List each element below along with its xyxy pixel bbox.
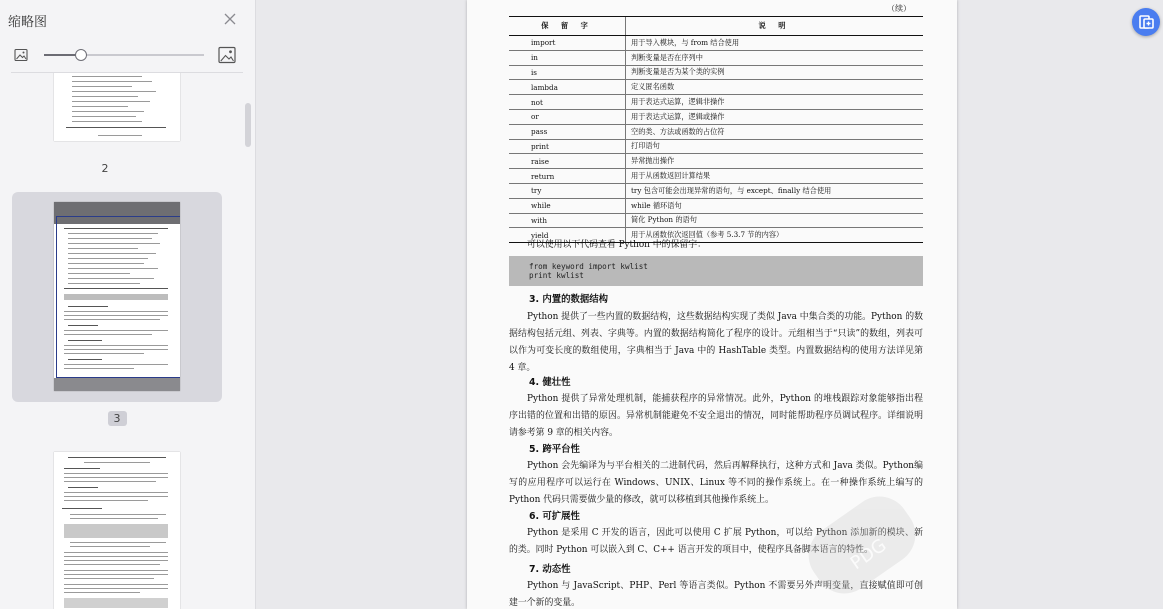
table-row xyxy=(509,139,923,154)
thumbnail-zoom-control xyxy=(0,42,255,68)
keyword-cell: while xyxy=(509,198,626,213)
section-heading: 4. 健壮性 xyxy=(529,377,571,388)
keyword-cell: not xyxy=(509,95,626,110)
description-cell: 判断变量是否在序列中 xyxy=(626,50,924,65)
description-cell: 用于从函数返回计算结果 xyxy=(626,169,924,184)
watermark-stamp xyxy=(787,470,937,609)
keyword-cell: raise xyxy=(509,154,626,169)
zoom-slider[interactable] xyxy=(44,54,204,56)
keyword-cell: return xyxy=(509,169,626,184)
image-small-icon[interactable] xyxy=(13,47,29,63)
table-row xyxy=(509,109,923,124)
thumbnail-sidebar xyxy=(0,0,256,609)
section-heading: 7. 动态性 xyxy=(529,564,571,575)
app-helper-icon xyxy=(1132,8,1160,36)
table-row xyxy=(509,213,923,228)
table-header-description: 说 明 xyxy=(626,17,924,36)
description-cell: while 循环语句 xyxy=(626,198,924,213)
sidebar-title: 缩略图 xyxy=(8,15,48,30)
keyword-cell: import xyxy=(509,36,626,51)
table-row xyxy=(509,183,923,198)
keyword-cell: is xyxy=(509,65,626,80)
section-body: Python 提供了异常处理机制，能捕获程序的异常情况。此外，Python 的堆栈跟踪对象能够指出程序出错的位置和出错的原因。异常机制能避免不安全退出的情况，同时能帮助程序员调试程序。详细说明请参考第 9 章的相关内容。 xyxy=(509,394,923,438)
thumbnail-card[interactable] xyxy=(12,73,222,152)
table-row xyxy=(509,95,923,110)
description-cell: 用于表达式运算，逻辑非操作 xyxy=(626,95,924,110)
section-body: Python 会先编译为与平台相关的二进制代码，然后再解释执行，这种方式和 Java 类似。Python编写的应用程序可以运行在 Windows、UNIX、Linux 等不同的操作系统上。在一种操作系统上编写的 Python 代码只需要做少量的修改，就可以移植到其他操作系统上。 xyxy=(509,461,923,505)
section-heading: 3. 内置的数据结构 xyxy=(529,294,608,305)
keyword-cell: yield xyxy=(509,228,626,243)
thumbnail-card[interactable] xyxy=(12,442,222,609)
thumbnail-list xyxy=(0,73,244,609)
keyword-cell: print xyxy=(509,139,626,154)
description-cell: 异常抛出操作 xyxy=(626,154,924,169)
thumbnail-page-image xyxy=(54,202,180,391)
keyword-cell: with xyxy=(509,213,626,228)
description-cell: 用于导入模块，与 from 结合使用 xyxy=(626,36,924,51)
keyword-cell: lambda xyxy=(509,80,626,95)
keyword-table xyxy=(509,16,923,243)
table-row xyxy=(509,80,923,95)
keyword-cell: in xyxy=(509,50,626,65)
image-large-icon[interactable] xyxy=(217,45,237,65)
zoom-slider-handle[interactable] xyxy=(75,49,87,61)
code-line: from keyword import kwlist xyxy=(529,262,648,271)
description-cell: try 包含可能会出现异常的语句，与 except、finally 结合使用 xyxy=(626,183,924,198)
table-row xyxy=(509,50,923,65)
keyword-cell: try xyxy=(509,183,626,198)
section-body: Python 提供了一些内置的数据结构，这些数据结构实现了类似 Java 中集合类的功能。Python 的数据结构包括元组、列表、字典等。内置的数据结构简化了程序的设计。元组相当于“只读”的数组，列表可以作为可变长度的数组使用，字典相当于 Java 中的 HashTable 类型。内置数据结构的使用方法详见第 4 章。 xyxy=(509,312,923,373)
continued-label: （续） xyxy=(887,4,911,13)
app-helper-button[interactable] xyxy=(1132,8,1160,36)
code-intro-text: 可以使用以下代码查看 Python 中的保留字： xyxy=(527,240,706,250)
sidebar-scrollbar[interactable] xyxy=(245,103,251,147)
section-body: Python 是采用 C 开发的语言，因此可以使用 C 扩展 Python，可以给 Python 添加新的模块、新的类。同时 Python 可以嵌入到 C、C++ 语言开发的项目中，使程序具备脚本语言的特性。 xyxy=(509,528,923,555)
section-body: Python 与 JavaScript、PHP、Perl 等语言类似。Python 不需要另外声明变量，直接赋值即可创建一个新的变量。 xyxy=(509,581,923,608)
table-row xyxy=(509,124,923,139)
table-header-keyword: 保 留 字 xyxy=(509,17,626,36)
description-cell: 简化 Python 的语句 xyxy=(626,213,924,228)
section-heading: 6. 可扩展性 xyxy=(529,511,580,522)
thumbnail-page-image xyxy=(54,452,180,609)
table-row xyxy=(509,154,923,169)
description-cell: 空的类、方法或函数的占位符 xyxy=(626,124,924,139)
table-row xyxy=(509,65,923,80)
description-cell: 判断变量是否为某个类的实例 xyxy=(626,65,924,80)
description-cell: 用于从函数依次返回值（参考 5.3.7 节的内容） xyxy=(626,228,924,243)
thumbnail-page-number: 2 xyxy=(101,162,109,175)
thumbnail-page-number: 3 xyxy=(12,412,222,425)
watermark-text: PDG xyxy=(846,534,891,575)
table-row xyxy=(509,169,923,184)
keyword-cell: pass xyxy=(509,124,626,139)
code-block xyxy=(509,256,923,286)
thumbnail-page-image xyxy=(54,73,180,141)
thumbnail-card-selected[interactable] xyxy=(12,192,222,425)
table-row xyxy=(509,36,923,51)
keyword-cell: or xyxy=(509,109,626,124)
keyword-table-body xyxy=(509,36,923,243)
table-row xyxy=(509,198,923,213)
section-heading: 5. 跨平台性 xyxy=(529,444,580,455)
document-page xyxy=(467,0,957,609)
close-icon[interactable] xyxy=(222,11,238,27)
description-cell: 打印语句 xyxy=(626,139,924,154)
description-cell: 定义匿名函数 xyxy=(626,80,924,95)
description-cell: 用于表达式运算，逻辑或操作 xyxy=(626,109,924,124)
code-line: print kwlist xyxy=(529,271,584,280)
